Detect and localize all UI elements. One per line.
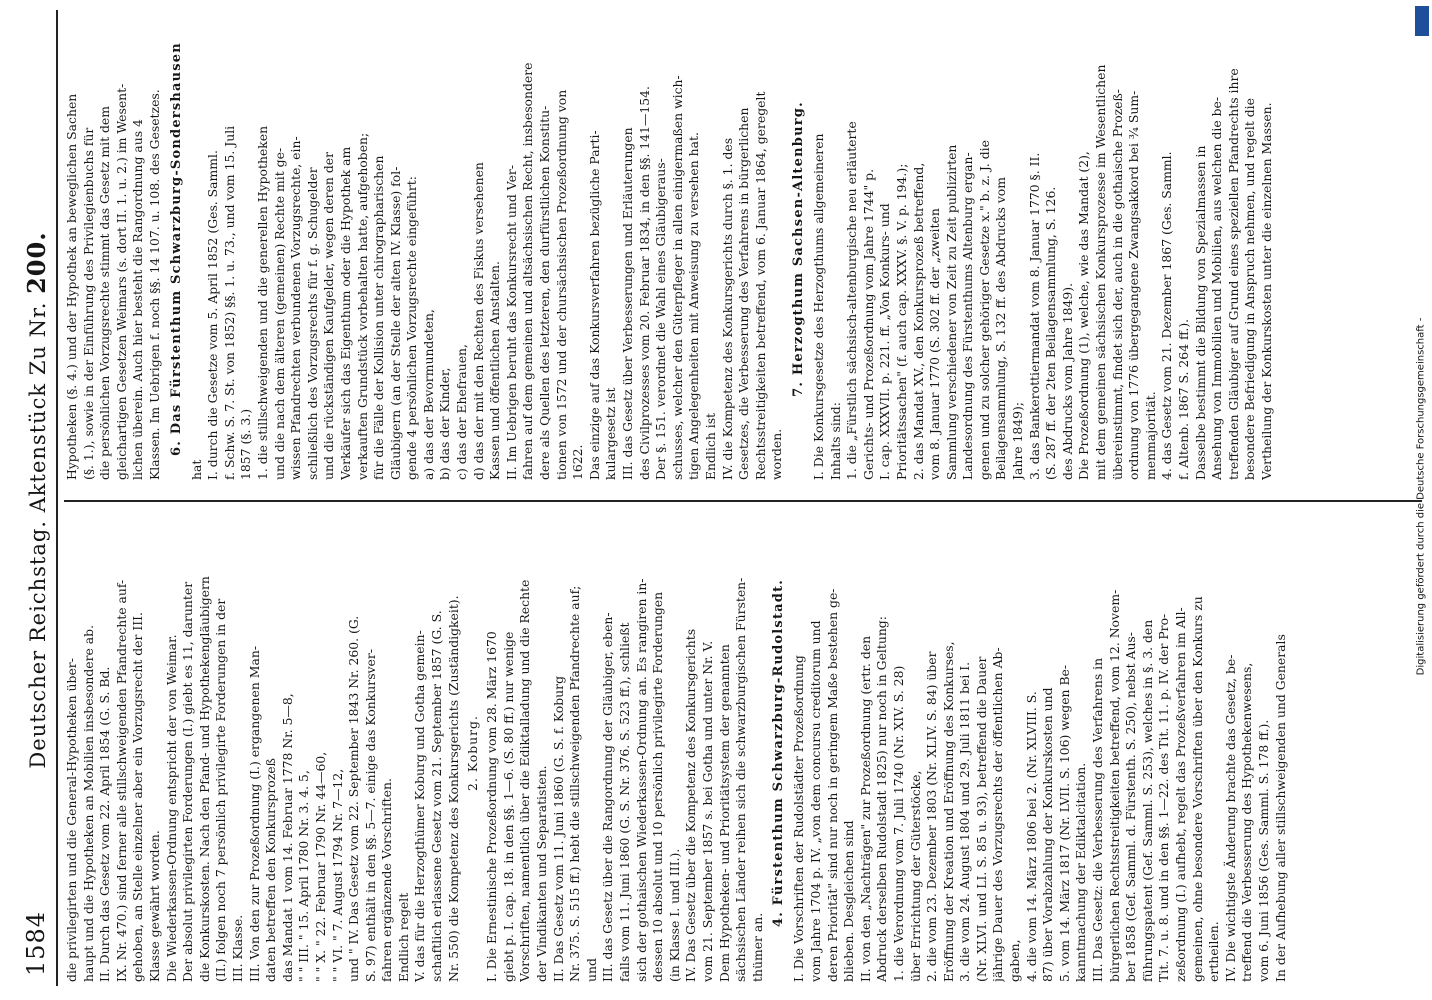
text-line: sich der gothaischen Wiederkassen-Ordnung an. Es rangiren in- <box>633 578 649 982</box>
text-line: III. Das Gesetz: die Verbesserung des Verfahrens in <box>1090 657 1106 982</box>
header-document-number: 200. <box>22 231 51 294</box>
text-line: I. Die Ernestinische Prozeßordnung vom 28. März 1670 <box>484 631 500 982</box>
text-line: das Mandat 1 vom 14. Februar 1778 Nr. 5—8, <box>279 693 295 982</box>
text-line: genen und zu solcher gehöriger Gesetze x." b. z. J. die <box>976 140 992 480</box>
text-line: Vorschriften, namentlich über die Ediktalladung und die Rechte <box>517 579 533 982</box>
text-line: IV. die Kompetenz des Konkursgerichts durch §. 1. des <box>719 137 735 480</box>
text-line: Klasse gewährt worden. <box>146 830 162 982</box>
text-line: kanntmachung der Ediktalcitation. <box>1073 762 1089 982</box>
text-line: fahren auf dem gemeinen und altsächsischen Recht, insbesondere <box>520 62 536 480</box>
text-line: des Abdrucks vom Jahre 1849). <box>1059 282 1075 480</box>
header-rule <box>56 10 58 986</box>
text-line: der Vindikanten und Separatisten. <box>534 765 550 982</box>
text-line: wissen Pfandrechten verbundenen Vorzugsrechte, ein- <box>288 136 304 480</box>
text-line: Gerichts- und Prozeßordnung vom Jahre 1744" p. <box>860 168 876 480</box>
text-line: 4. das Gesetz vom 21. Dezember 1867 (Ges. Samml. <box>1159 151 1175 480</box>
text-line: 5. vom 14. März 1817 (Nr. LVII. S. 106) wegen Be- <box>1056 664 1072 982</box>
text-line: besondere Befriedigung in Anspruch nehmen, und regelt die <box>1242 98 1258 480</box>
text-line: " " VI. " 7. August 1794 Nr. 7—12, <box>329 768 345 982</box>
text-line: hat <box>188 459 204 480</box>
text-line: 87) über Vorabzahlung der Konkurskosten und <box>1040 687 1056 982</box>
text-line: kulargesetz ist <box>603 387 619 480</box>
text-line: Der absolut privilegirten Forderungen (I.) giebt es 11, darunter <box>180 581 196 982</box>
text-line: " " III. " 15. April 1780 Nr. 3. 4. 5, <box>296 770 312 982</box>
text-line: falls vom 11. Juni 1860 (G. S. Nr. 376. S. 523 ff.), schließt <box>617 622 632 982</box>
text-line: verkauften Grundstück vorbehalten hatte, aufgehoben; <box>354 132 370 480</box>
text-line: II. Im Uebrigen beruht das Konkursrecht und Ver- <box>503 164 519 480</box>
text-line: mit dem gemeinen sächsischen Konkursprozesse im Wesentlichen <box>1093 64 1109 480</box>
text-line: Inhalts sind: <box>827 402 843 480</box>
text-line: schusses, welcher den Güterpfleger in allen einigermaßen wich- <box>669 75 685 480</box>
text-line: II. Durch das Gesetz vom 22. April 1854 (G. S. Bd. <box>97 666 113 982</box>
left-column <box>64 524 1422 982</box>
text-line: (Nr. XLVI. und LI. S. 85 u. 93), betreffend die Dauer <box>973 656 989 982</box>
text-line: 1. die „Fürstlich sächsisch-altenburgische neu erläuterte <box>844 121 860 480</box>
subsection-heading: 2. Koburg. <box>465 715 481 791</box>
text-line: des Civilprozesses vom 20. Februar 1834, in den §§. 141—154. <box>636 86 652 480</box>
text-line: tionen von 1572 und der chursächsischen Prozeßordnung von <box>553 89 569 480</box>
text-line: vom 21. September 1857 s. bei Gotha und unter Nr. V. <box>699 640 715 982</box>
text-line: III. Von den zur Prozeßordnung (I.) ergangenen Man- <box>246 645 262 982</box>
text-line: I. Die Konkursgesetze des Herzogthums allgemeineren <box>810 133 826 480</box>
text-line: bürgerlichen Rechtsstreitigkeiten betreffend, vom 12. Novem- <box>1106 589 1122 982</box>
text-line: vom 6. Juni 1856 (Ges. Samml. S. 178 ff.). <box>1255 719 1271 982</box>
digitization-credit <box>1412 0 1432 1000</box>
text-line: IV. Das Gesetz über die Kompetenz des Konkursgerichts <box>683 628 699 982</box>
text-line: thümer an. <box>749 912 765 982</box>
text-line: schließlich des Vorzugsrechts für f. g. Schugelder <box>304 167 320 480</box>
text-line: deren Prioritāt" sind nur noch in geringem Maße bestehen ge- <box>824 588 840 982</box>
text-line: die Konkurskosten. Nach den Pfand- und Hypothekengläubigern <box>196 576 212 982</box>
text-line: und " IV. Das Gesetz vom 22. September 1843 Nr. 260. (G. <box>346 615 362 982</box>
text-line: Der §. 151. verordnet die Wahl eines Gläubigeraus- <box>653 158 669 480</box>
text-line: d) das der mit den Rechten des Fiskus versehenen <box>470 162 486 480</box>
text-line: ordnung von 1776 übergegangene Zwangsakkord bei ¾ Sum- <box>1126 90 1142 480</box>
text-line: lichen überein. Auch hier besteht die Rangordnung aus 4 <box>130 119 146 480</box>
text-line: f. Altenb. 1867 S. 264 ff.). <box>1176 318 1191 480</box>
text-line: vom 8. Januar 1770 (S. 302 ff. der „zweiten <box>927 208 943 480</box>
text-line: 1. die stillschweigenden und die generellen Hypotheken <box>254 125 270 480</box>
text-line: V. das für die Herzogthümer Koburg und Gotha gemein- <box>412 630 428 982</box>
text-line: III. Klasse. <box>229 914 245 982</box>
text-line: gende 4 persönlichen Vorzugsrechte eingeführt: <box>404 176 420 480</box>
text-line: Prioritätssachen" (f. auch cap. XXXV. §. V. p. 194.); <box>893 163 909 480</box>
text-line: Nr. 375. S. 515 ff.) hebt die stillschweigenden Pfandrechte auf; <box>567 585 583 982</box>
text-line: c) das der Ehefrauen, <box>454 344 470 480</box>
text-line: schaftlich erlassene Gesetz vom 21. September 1857 (G. S. <box>429 610 445 982</box>
text-line: (§. 1.), sowie in der Einführung des Privilegienbuchs für <box>80 127 96 480</box>
text-line: I. Die Vorschriften der Rudolstädter Prozeßordnung <box>791 655 807 982</box>
text-line: b) das der Kinder, <box>437 367 453 480</box>
text-line: f. Schw. S. 7. St. von 1852) §§. 1. u. 73., und vom 15. Juli <box>221 125 237 480</box>
text-line: worden. <box>769 428 785 480</box>
text-line: gemeinen, ohne besondere Vorschriften über den Konkurs zu <box>1189 596 1205 982</box>
text-line: 1857 (§. 3.) <box>238 408 254 480</box>
text-line: gleichartigen Gesetzen Weimars (s. dort II. 1. u. 2.) im Wesent- <box>113 83 129 480</box>
text-line: Endlich ist <box>702 412 718 480</box>
page-number: 1584 <box>22 910 50 976</box>
right-column <box>64 18 1422 480</box>
text-line: I. durch die Gesetze vom 5. April 1852 (Ges. Samml. <box>205 150 221 480</box>
text-line: und die rückständigen Kaufgelder, wegen deren der <box>321 151 337 480</box>
text-line: menmajorität. <box>1142 391 1158 480</box>
text-line: Gläubigern (an der Stelle der alten IV. Klasse) fol- <box>387 166 403 480</box>
text-line: Das einzige auf das Konkursverfahren bezügliche Parti- <box>586 130 602 480</box>
text-line: 3. das Bankerottiermandat vom 8. Januar 1770 §. II. <box>1026 152 1042 480</box>
text-line: und <box>583 958 599 982</box>
text-line: haupt und die Hypotheken an Mobilien insbesondere ab. <box>80 624 96 982</box>
text-line: S. 97) enthält in den §§. 5—7. einige das Konkursver- <box>362 648 378 982</box>
section-heading: 4. Fürstenthum Schwarzburg-Rudolstadt. <box>771 578 787 928</box>
text-line: (S. 287 ff. der 2ten Beilagensammlung, S. 126. <box>1043 186 1059 480</box>
text-line: fahren ergänzende Vorschriften. <box>379 778 395 982</box>
text-line: Dem Hypotheken- und Prioritätsystem der genannten <box>716 644 732 982</box>
text-line: Endlich regelt <box>395 892 411 982</box>
text-line: Die Wiederkassen-Ordnung entspricht der von Weimar. <box>163 634 179 982</box>
text-line: ertheilen. <box>1206 921 1222 982</box>
text-line: (II.) folgen noch 7 persönlich privilegirte Forderungen in der <box>213 598 229 982</box>
text-line: III. das Gesetz über Verbesserungen und Erläuterungen <box>620 127 635 480</box>
text-line: jährige Dauer des Vorzugsrechts der öffentlichen Ab- <box>990 647 1006 982</box>
text-line: a) das der Bevormundeten, <box>420 309 436 480</box>
text-line: Tit. 7. u. 8. und in den §§. 1—22. des Tit. 11. p. IV. der Pro- <box>1156 613 1172 982</box>
text-line: daten betreffen den Konkursprozeß <box>263 758 279 982</box>
text-line: III. das Gesetz über die Rangordnung der Gläubiger, eben- <box>600 612 616 982</box>
text-line: gehoben, an Stelle einzelner aber ein Vorzugsrecht der III. <box>130 612 146 982</box>
text-line: die privilegirten und die General-Hypotheken über- <box>64 658 79 982</box>
text-line: sächsischen Länder reihen sich die schwarzburgischen Fürsten- <box>733 577 749 982</box>
text-line: und die nach dem älteren (gemeinen) Rechte mit ge- <box>271 147 287 480</box>
text-line: Ansehung von Immobilien und Mobilien, aus welchen die be- <box>1209 96 1225 480</box>
text-line: ber 1858 (Gef. Samml. d. Fürstenth. S. 250), nebst Aus- <box>1123 632 1139 982</box>
text-line: dessen 10 absolut und 10 persönlich privilegirte Forderungen <box>650 591 666 982</box>
text-line: Sammlung verschiedener von Zeit zu Zeit publizirten <box>943 144 959 480</box>
text-line: treffenden Gläubiger auf Grund eines speziellen Pfandrechts ihre <box>1225 68 1241 480</box>
text-line: übereinstimmt, findet sich der, auch in die gothaische Prozeß- <box>1109 89 1125 480</box>
text-line: 4. die vom 14. März 1806 bei 2. (Nr. XLVIII. S. <box>1023 691 1039 982</box>
text-line: giebt p. I. cap. 18. in den §§. 1—6. (S. 80 ff.) nur wenige <box>500 631 516 982</box>
text-line: Rechtsstreitigkeiten betreffend, vom 6. Januar 1864, geregelt <box>752 91 768 480</box>
text-line: vom Jahre 1704 p. IV. „von dem concursu creditorum und <box>807 620 823 982</box>
text-line: Hypotheken (§. 4.) und der Hypothek an beweglichen Sachen <box>64 93 79 480</box>
text-line: gaben, <box>1007 939 1023 982</box>
text-line: Gesetzes, die Verbesserung des Verfahrens in bürgerlichen <box>736 107 752 480</box>
text-line: Jahre 1849); <box>1010 401 1026 480</box>
text-line: Landesordnung des Fürstenthums Altenburg ergan- <box>960 152 976 480</box>
text-line: für die Fälle der Kollision unter chirographarischen <box>371 155 387 480</box>
text-line: dere als Quellen des letzteren, den durfürstlichen Konstitu- <box>537 105 553 480</box>
column-divider <box>64 500 1422 502</box>
text-line: Nr. 550) die Kompetenz des Konkursgerichts (Zuständigkeit). <box>445 595 461 982</box>
text-line: " " X. " 22. Februar 1790 Nr. 44—60, <box>312 751 328 982</box>
text-line: blieben. Desgleichen sind <box>841 820 857 982</box>
text-line: 1622. <box>570 444 586 480</box>
text-line: IV. Die wichtigste Änderung brachte das Gesetz, be- <box>1222 654 1238 982</box>
text-line: treffend die Verbesserung des Hypothekenwesens, <box>1239 662 1255 982</box>
text-line: Verkäufer sich das Eigenthum oder die Hypothek am <box>337 146 353 480</box>
text-line: I. cap. XXXVII. p. 221. ff. „Von Konkurs- und <box>877 203 893 480</box>
text-line: Kassen und öffentlichen Anstalten. <box>487 261 503 480</box>
text-line: (in Klasse I. und III.). <box>666 848 682 982</box>
section-heading: 7. Herzogthum Sachsen-Altenburg. <box>790 101 806 397</box>
text-line: führungspatent (Gef. Samml. S. 253), welches in §. 3. den <box>1139 619 1155 982</box>
text-line: 2. das Mandat XV., den Konkursprozeß betreffend, <box>910 162 926 480</box>
section-heading: 6. Das Fürstenthum Schwarzburg-Sondershausen <box>168 42 184 456</box>
text-line: Klassen. Im Uebrigen f. noch §§. 14 107. u. 108. des Gesetzes. <box>146 89 162 480</box>
text-line: II. von den „Nachträgen" zur Prozeßordnung (ertr. den <box>857 635 873 982</box>
text-line: In der Aufhebung aller stillschweigenden und Generals <box>1272 634 1288 982</box>
header-title-text: Deutscher Reichstag. Aktenstück Zu Nr. <box>26 301 50 769</box>
text-line: Dasselbe bestimmt die Bildung von Spezialmassen in <box>1192 145 1208 480</box>
text-line: II. Das Gesetz vom 11. Juni 1860 (G. S. f. Koburg <box>550 675 566 982</box>
text-line: die persönlichen Vorzugsrechte stimmt das Gesetz mit dem <box>97 105 113 480</box>
text-line: tigen Angelegenheiten mit Anweisung zu versehen hat. <box>686 132 702 480</box>
text-line: über Errichtung der Güterstöcke, <box>907 770 923 982</box>
text-line: Beilagensammlung, S. 132 ff. des Abdrucks vom <box>993 177 1009 480</box>
text-line: 3. die vom 24. August 1804 und 29. Juli 1811 bei I. <box>957 661 973 982</box>
credit-text: Digitalisierung gefördert durch die Deutsche Forschungsgemeinschaft - <box>1415 317 1427 676</box>
text-line: Abdruck derselben Rudolstadt 1825) nur noch in Geltung: <box>874 616 890 982</box>
text-line: zeßordnung (I.) aufhebt, regelt das Prozeßverfahren im All- <box>1173 607 1188 982</box>
text-line: IX. Nr. 470.) sind ferner alle stillschweigenden Pfandrechte auf- <box>113 579 129 982</box>
text-line: Eröffnung der Kreation und Eröffnung des Konkurses, <box>940 641 956 982</box>
running-header <box>22 60 51 940</box>
text-line: Die Prozeßordnung (1), welche, wie das Mandat (2), <box>1076 151 1092 480</box>
text-line: Vertheilung der Konkurskosten unter die einzelnen Massen. <box>1258 102 1274 480</box>
text-line: 1. die Verordnung vom 7. Juli 1740 (Nr. XIV. S. 28) <box>890 665 906 982</box>
text-line: 2. die vom 23. Dezember 1803 (Nr. XLIV. S. 84) über <box>924 651 940 982</box>
